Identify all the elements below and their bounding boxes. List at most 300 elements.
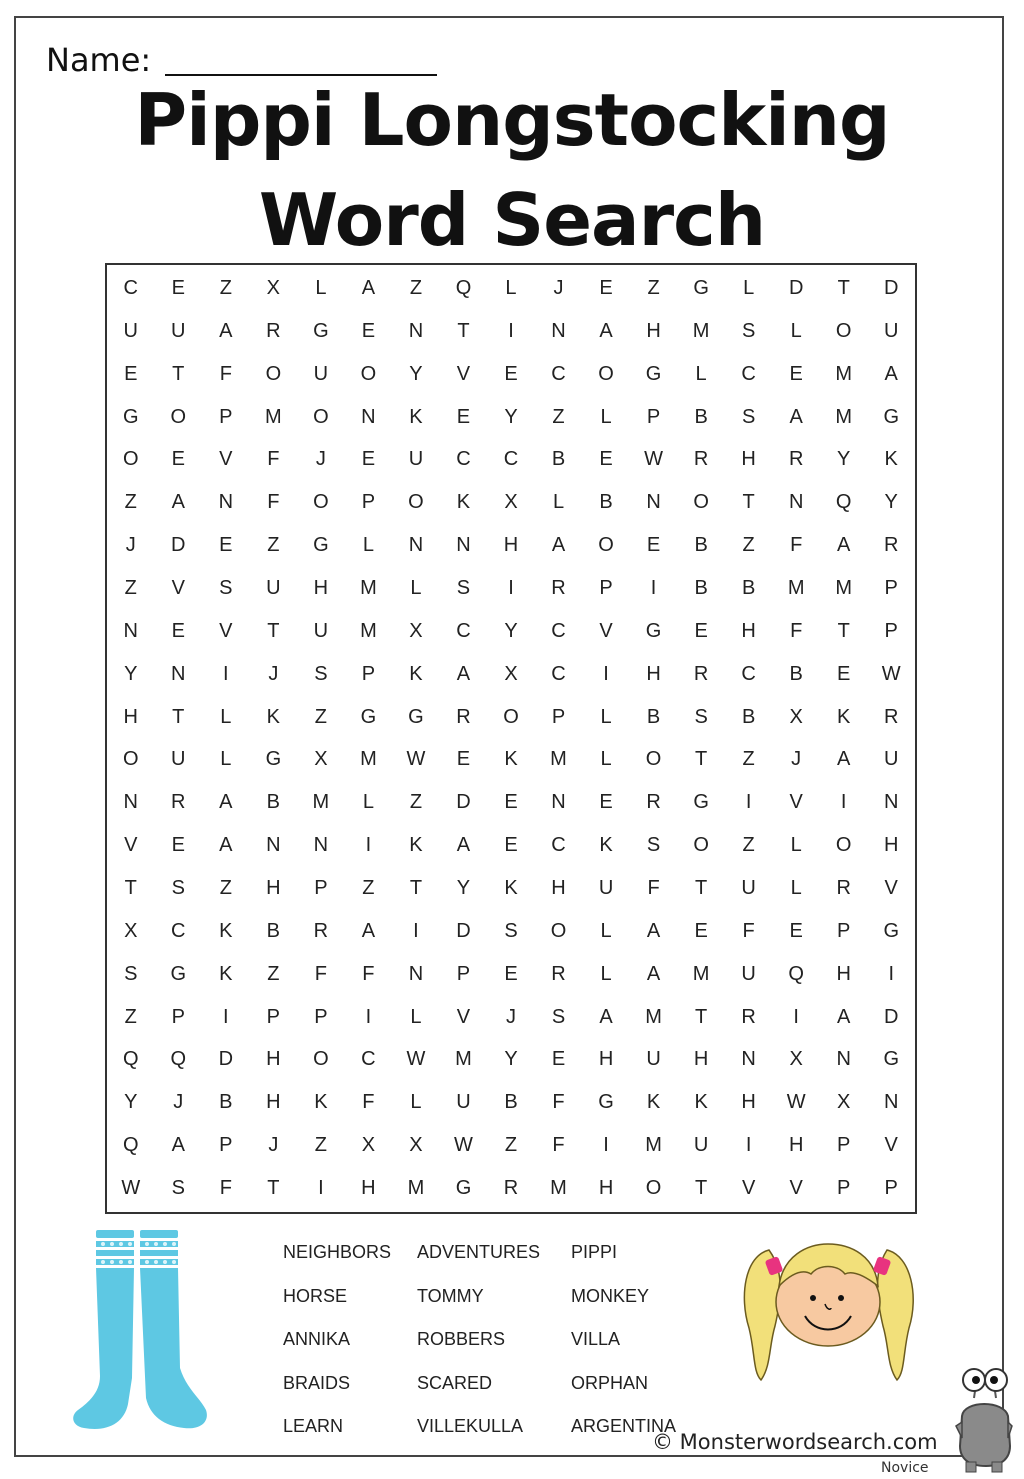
grid-letter[interactable]: C <box>551 834 566 857</box>
grid-letter[interactable]: M <box>645 1005 662 1028</box>
grid-letter[interactable]: E <box>789 919 803 942</box>
grid-letter[interactable]: G <box>170 962 187 985</box>
grid-letter[interactable]: O <box>170 405 187 428</box>
grid-letter[interactable]: H <box>503 534 519 557</box>
grid-letter[interactable]: F <box>742 919 755 942</box>
grid-letter[interactable]: A <box>219 791 233 814</box>
grid-letter[interactable]: J <box>505 1005 516 1028</box>
grid-letter[interactable]: D <box>218 1048 234 1071</box>
grid-letter[interactable]: Z <box>409 276 423 299</box>
grid-letter[interactable]: X <box>124 919 138 942</box>
grid-letter[interactable]: Z <box>124 1005 137 1028</box>
grid-letter[interactable]: C <box>503 448 519 471</box>
grid-letter[interactable]: H <box>741 448 756 471</box>
grid-letter[interactable]: H <box>788 1134 804 1157</box>
grid-letter[interactable]: Y <box>456 877 471 900</box>
grid-letter[interactable]: K <box>219 962 233 985</box>
grid-letter[interactable]: Y <box>504 619 518 642</box>
grid-letter[interactable]: A <box>171 1134 185 1157</box>
grid-letter[interactable]: B <box>599 491 613 514</box>
grid-letter[interactable]: O <box>313 1048 329 1071</box>
grid-letter[interactable]: I <box>508 319 514 342</box>
grid-letter[interactable]: G <box>122 405 139 428</box>
grid-letter[interactable]: P <box>646 405 661 428</box>
grid-letter[interactable]: E <box>456 748 471 771</box>
grid-letter[interactable]: L <box>410 1005 422 1028</box>
grid-letter[interactable]: N <box>218 491 234 514</box>
grid-letter[interactable]: H <box>598 1048 614 1071</box>
grid-letter[interactable]: U <box>266 576 281 599</box>
grid-letter[interactable]: E <box>789 362 803 385</box>
grid-letter[interactable]: E <box>504 362 518 385</box>
grid-letter[interactable]: T <box>172 362 185 385</box>
grid-letter[interactable]: C <box>551 619 566 642</box>
grid-letter[interactable]: N <box>741 1048 756 1071</box>
grid-letter[interactable]: T <box>457 319 470 342</box>
grid-letter[interactable]: O <box>313 405 329 428</box>
grid-letter[interactable]: C <box>551 362 566 385</box>
grid-letter[interactable]: S <box>171 1177 185 1200</box>
grid-letter[interactable]: Z <box>124 491 137 514</box>
grid-letter[interactable]: M <box>455 1048 472 1071</box>
grid-letter[interactable]: Z <box>409 791 423 814</box>
grid-letter[interactable]: H <box>266 1048 281 1071</box>
grid-letter[interactable]: Z <box>124 576 137 599</box>
grid-letter[interactable]: F <box>552 1134 565 1157</box>
grid-letter[interactable]: H <box>693 1048 709 1071</box>
grid-letter[interactable]: R <box>266 319 281 342</box>
grid-letter[interactable]: Q <box>835 491 852 514</box>
grid-letter[interactable]: Y <box>124 662 138 685</box>
grid-letter[interactable]: L <box>600 705 612 728</box>
grid-letter[interactable]: G <box>883 405 899 428</box>
grid-letter[interactable]: R <box>551 576 566 599</box>
grid-letter[interactable]: K <box>266 705 281 728</box>
grid-letter[interactable]: N <box>646 491 661 514</box>
grid-letter[interactable]: M <box>312 791 330 814</box>
grid-letter[interactable]: K <box>456 491 471 514</box>
grid-letter[interactable]: M <box>550 748 567 771</box>
grid-letter[interactable]: L <box>695 362 707 385</box>
grid-letter[interactable]: A <box>361 919 376 942</box>
grid-letter[interactable]: H <box>646 662 661 685</box>
grid-letter[interactable]: N <box>361 405 376 428</box>
grid-letter[interactable]: H <box>361 1177 376 1200</box>
grid-letter[interactable]: M <box>265 405 282 428</box>
grid-letter[interactable]: G <box>313 534 329 557</box>
grid-letter[interactable]: H <box>313 576 329 599</box>
grid-letter[interactable]: H <box>266 877 281 900</box>
grid-letter[interactable]: K <box>504 877 518 900</box>
grid-letter[interactable]: U <box>646 1048 661 1071</box>
grid-letter[interactable]: P <box>837 1177 851 1200</box>
grid-letter[interactable]: V <box>219 448 233 471</box>
grid-letter[interactable]: A <box>456 834 471 857</box>
grid-letter[interactable]: F <box>552 1091 565 1114</box>
grid-letter[interactable]: B <box>266 919 281 942</box>
grid-letter[interactable]: U <box>456 1091 471 1114</box>
grid-letter[interactable]: E <box>599 791 613 814</box>
grid-letter[interactable]: P <box>884 576 898 599</box>
grid-letter[interactable]: P <box>361 491 376 514</box>
grid-letter[interactable]: U <box>313 362 329 385</box>
grid-letter[interactable]: N <box>456 534 471 557</box>
grid-letter[interactable]: P <box>266 1005 281 1028</box>
grid-letter[interactable]: N <box>171 662 186 685</box>
grid-letter[interactable]: N <box>408 319 424 342</box>
grid-letter[interactable]: E <box>361 319 376 342</box>
grid-letter[interactable]: B <box>741 705 756 728</box>
grid-letter[interactable]: E <box>219 534 233 557</box>
grid-letter[interactable]: E <box>694 619 708 642</box>
grid-letter[interactable]: V <box>599 619 613 642</box>
grid-letter[interactable]: U <box>313 619 329 642</box>
grid-letter[interactable]: N <box>408 962 424 985</box>
grid-letter[interactable]: T <box>409 877 423 900</box>
grid-letter[interactable]: N <box>408 534 424 557</box>
grid-letter[interactable]: S <box>504 919 518 942</box>
grid-letter[interactable]: U <box>598 877 614 900</box>
grid-letter[interactable]: J <box>315 448 326 471</box>
grid-letter[interactable]: L <box>600 405 612 428</box>
grid-letter[interactable]: Z <box>267 534 280 557</box>
grid-letter[interactable]: Y <box>409 362 423 385</box>
grid-letter[interactable]: R <box>884 705 899 728</box>
grid-letter[interactable]: L <box>552 491 565 514</box>
grid-letter[interactable]: V <box>884 1134 898 1157</box>
grid-letter[interactable]: T <box>837 276 850 299</box>
grid-letter[interactable]: Z <box>742 834 755 857</box>
grid-letter[interactable]: N <box>123 791 138 814</box>
grid-letter[interactable]: A <box>171 491 185 514</box>
grid-letter[interactable]: R <box>313 919 329 942</box>
grid-letter[interactable]: X <box>266 276 281 299</box>
grid-letter[interactable]: Y <box>884 491 898 514</box>
grid-letter[interactable]: R <box>503 1177 519 1200</box>
grid-letter[interactable]: G <box>645 619 662 642</box>
grid-letter[interactable]: F <box>362 1091 375 1114</box>
grid-letter[interactable]: N <box>788 491 804 514</box>
grid-letter[interactable]: U <box>741 962 756 985</box>
grid-letter[interactable]: S <box>694 705 708 728</box>
grid-letter[interactable]: L <box>410 1091 422 1114</box>
grid-letter[interactable]: Q <box>455 276 472 299</box>
grid-letter[interactable]: S <box>171 877 185 900</box>
grid-letter[interactable]: I <box>793 1005 799 1028</box>
grid-letter[interactable]: M <box>835 362 853 385</box>
grid-letter[interactable]: Q <box>122 1134 139 1157</box>
grid-letter[interactable]: D <box>884 1005 899 1028</box>
grid-letter[interactable]: M <box>787 576 805 599</box>
grid-letter[interactable]: P <box>551 705 566 728</box>
grid-letter[interactable]: V <box>124 834 138 857</box>
grid-letter[interactable]: X <box>504 491 518 514</box>
grid-letter[interactable]: N <box>884 1091 899 1114</box>
grid-letter[interactable]: M <box>407 1177 425 1200</box>
grid-letter[interactable]: E <box>171 276 185 299</box>
grid-letter[interactable]: G <box>408 705 424 728</box>
grid-letter[interactable]: S <box>551 1005 566 1028</box>
grid-letter[interactable]: K <box>409 662 423 685</box>
grid-letter[interactable]: I <box>745 791 752 814</box>
grid-letter[interactable]: O <box>693 834 709 857</box>
grid-letter[interactable]: O <box>835 834 852 857</box>
grid-letter[interactable]: S <box>314 662 328 685</box>
grid-letter[interactable]: I <box>888 962 894 985</box>
grid-letter[interactable]: T <box>695 877 708 900</box>
grid-letter[interactable]: N <box>836 1048 851 1071</box>
grid-letter[interactable]: P <box>837 1134 851 1157</box>
grid-letter[interactable]: P <box>361 662 376 685</box>
grid-letter[interactable]: A <box>646 919 661 942</box>
grid-letter[interactable]: Y <box>504 405 518 428</box>
grid-letter[interactable]: X <box>789 1048 803 1071</box>
grid-letter[interactable]: E <box>504 962 518 985</box>
grid-letter[interactable]: K <box>837 705 851 728</box>
grid-letter[interactable]: R <box>693 662 709 685</box>
grid-letter[interactable]: H <box>884 834 899 857</box>
grid-letter[interactable]: I <box>603 1134 609 1157</box>
grid-letter[interactable]: W <box>786 1091 806 1114</box>
grid-letter[interactable]: R <box>456 705 471 728</box>
grid-letter[interactable]: T <box>124 877 137 900</box>
grid-letter[interactable]: L <box>743 276 755 299</box>
grid-letter[interactable]: R <box>788 448 804 471</box>
grid-letter[interactable]: I <box>365 1005 372 1028</box>
grid-letter[interactable]: S <box>219 576 233 599</box>
grid-letter[interactable]: N <box>313 834 329 857</box>
grid-letter[interactable]: D <box>456 919 471 942</box>
grid-letter[interactable]: Z <box>742 534 755 557</box>
grid-letter[interactable]: S <box>741 319 756 342</box>
grid-letter[interactable]: O <box>503 705 519 728</box>
grid-letter[interactable]: X <box>361 1134 376 1157</box>
grid-letter[interactable]: V <box>884 877 898 900</box>
grid-letter[interactable]: O <box>550 919 567 942</box>
grid-letter[interactable]: X <box>409 1134 423 1157</box>
grid-letter[interactable]: I <box>650 576 657 599</box>
grid-letter[interactable]: U <box>171 748 186 771</box>
grid-letter[interactable]: R <box>551 962 566 985</box>
grid-letter[interactable]: O <box>122 748 139 771</box>
grid-letter[interactable]: X <box>314 748 328 771</box>
grid-letter[interactable]: U <box>884 319 899 342</box>
grid-letter[interactable]: N <box>551 319 566 342</box>
grid-letter[interactable]: A <box>219 834 233 857</box>
grid-letter[interactable]: G <box>693 791 709 814</box>
grid-letter[interactable]: A <box>456 662 471 685</box>
grid-letter[interactable]: Z <box>219 877 232 900</box>
grid-letter[interactable]: F <box>790 619 803 642</box>
grid-letter[interactable]: B <box>219 1091 233 1114</box>
grid-letter[interactable]: O <box>693 491 709 514</box>
grid-letter[interactable]: X <box>504 662 518 685</box>
grid-letter[interactable]: B <box>646 705 661 728</box>
grid-letter[interactable]: L <box>315 276 327 299</box>
grid-letter[interactable]: H <box>598 1177 614 1200</box>
grid-letter[interactable]: K <box>409 405 423 428</box>
grid-letter[interactable]: Z <box>742 748 755 771</box>
grid-letter[interactable]: U <box>741 877 756 900</box>
grid-letter[interactable]: Z <box>219 276 232 299</box>
grid-letter[interactable]: P <box>884 1177 898 1200</box>
grid-letter[interactable]: L <box>790 834 802 857</box>
grid-letter[interactable]: E <box>124 362 138 385</box>
grid-letter[interactable]: K <box>504 748 518 771</box>
grid-letter[interactable]: I <box>508 576 514 599</box>
grid-letter[interactable]: P <box>314 877 328 900</box>
grid-letter[interactable]: T <box>172 705 185 728</box>
grid-letter[interactable]: L <box>790 319 802 342</box>
grid-letter[interactable]: Z <box>362 877 375 900</box>
grid-letter[interactable]: C <box>171 919 186 942</box>
grid-letter[interactable]: Z <box>314 1134 327 1157</box>
grid-letter[interactable]: C <box>456 448 471 471</box>
grid-letter[interactable]: T <box>695 1177 708 1200</box>
grid-letter[interactable]: K <box>314 1091 328 1114</box>
grid-letter[interactable]: A <box>551 534 566 557</box>
grid-letter[interactable]: N <box>123 619 138 642</box>
grid-letter[interactable]: U <box>171 319 186 342</box>
grid-letter[interactable]: F <box>219 1177 232 1200</box>
grid-letter[interactable]: V <box>741 1177 756 1200</box>
grid-letter[interactable]: C <box>551 662 566 685</box>
grid-letter[interactable]: X <box>837 1091 851 1114</box>
grid-letter[interactable]: P <box>219 405 233 428</box>
grid-letter[interactable]: Y <box>124 1091 138 1114</box>
grid-letter[interactable]: H <box>266 1091 281 1114</box>
grid-letter[interactable]: T <box>695 1005 708 1028</box>
grid-letter[interactable]: C <box>361 1048 376 1071</box>
grid-letter[interactable]: H <box>646 319 661 342</box>
grid-letter[interactable]: W <box>406 1048 426 1071</box>
grid-letter[interactable]: M <box>835 405 853 428</box>
grid-letter[interactable]: D <box>171 534 186 557</box>
grid-letter[interactable]: I <box>223 662 229 685</box>
grid-letter[interactable]: B <box>504 1091 518 1114</box>
grid-letter[interactable]: F <box>219 362 232 385</box>
grid-letter[interactable]: P <box>884 619 898 642</box>
grid-letter[interactable]: B <box>266 791 281 814</box>
grid-letter[interactable]: O <box>408 491 424 514</box>
grid-letter[interactable]: Y <box>504 1048 518 1071</box>
grid-letter[interactable]: Z <box>647 276 660 299</box>
grid-letter[interactable]: W <box>121 1177 141 1200</box>
grid-letter[interactable]: A <box>219 319 233 342</box>
grid-letter[interactable]: R <box>884 534 899 557</box>
grid-letter[interactable]: L <box>600 962 612 985</box>
grid-letter[interactable]: R <box>646 791 661 814</box>
grid-letter[interactable]: F <box>267 491 280 514</box>
grid-letter[interactable]: J <box>173 1091 184 1114</box>
grid-letter[interactable]: X <box>789 705 803 728</box>
grid-letter[interactable]: M <box>692 319 710 342</box>
grid-letter[interactable]: M <box>360 576 377 599</box>
grid-letter[interactable]: F <box>790 534 803 557</box>
grid-letter[interactable]: P <box>599 576 613 599</box>
grid-letter[interactable]: E <box>646 534 661 557</box>
grid-letter[interactable]: Z <box>552 405 565 428</box>
grid-letter[interactable]: B <box>694 534 708 557</box>
grid-letter[interactable]: V <box>171 576 185 599</box>
grid-letter[interactable]: E <box>551 1048 566 1071</box>
grid-letter[interactable]: S <box>124 962 138 985</box>
grid-letter[interactable]: A <box>646 962 661 985</box>
grid-letter[interactable]: F <box>362 962 375 985</box>
grid-letter[interactable]: J <box>268 1134 279 1157</box>
grid-letter[interactable]: G <box>598 1091 614 1114</box>
grid-letter[interactable]: E <box>456 405 471 428</box>
grid-letter[interactable]: O <box>360 362 377 385</box>
grid-letter[interactable]: R <box>741 1005 756 1028</box>
grid-letter[interactable]: H <box>836 962 851 985</box>
grid-letter[interactable]: K <box>599 834 613 857</box>
grid-letter[interactable]: O <box>122 448 139 471</box>
grid-letter[interactable]: J <box>553 276 564 299</box>
grid-letter[interactable]: U <box>884 748 899 771</box>
grid-letter[interactable]: P <box>219 1134 233 1157</box>
grid-letter[interactable]: T <box>837 619 850 642</box>
grid-letter[interactable]: A <box>361 276 376 299</box>
grid-letter[interactable]: R <box>693 448 709 471</box>
grid-letter[interactable]: B <box>694 576 708 599</box>
grid-letter[interactable]: B <box>551 448 566 471</box>
grid-letter[interactable]: T <box>695 748 708 771</box>
grid-letter[interactable]: K <box>884 448 898 471</box>
grid-letter[interactable]: S <box>741 405 756 428</box>
grid-letter[interactable]: R <box>171 791 186 814</box>
grid-letter[interactable]: O <box>598 534 614 557</box>
grid-letter[interactable]: T <box>267 619 280 642</box>
grid-letter[interactable]: U <box>408 448 424 471</box>
grid-letter[interactable]: G <box>883 919 899 942</box>
grid-letter[interactable]: B <box>789 662 803 685</box>
grid-letter[interactable]: L <box>362 534 374 557</box>
grid-letter[interactable]: T <box>742 491 755 514</box>
grid-letter[interactable]: E <box>599 448 613 471</box>
grid-letter[interactable]: N <box>551 791 566 814</box>
grid-letter[interactable]: A <box>599 1005 613 1028</box>
grid-letter[interactable]: F <box>314 962 327 985</box>
grid-letter[interactable]: O <box>645 748 662 771</box>
grid-letter[interactable]: F <box>647 877 660 900</box>
grid-letter[interactable]: Q <box>170 1048 187 1071</box>
grid-letter[interactable]: I <box>318 1177 324 1200</box>
grid-letter[interactable]: L <box>790 877 802 900</box>
grid-letter[interactable]: Q <box>122 1048 139 1071</box>
grid-letter[interactable]: D <box>788 276 804 299</box>
grid-letter[interactable]: U <box>123 319 138 342</box>
grid-letter[interactable]: P <box>837 919 851 942</box>
grid-letter[interactable]: W <box>454 1134 473 1157</box>
grid-letter[interactable]: Z <box>504 1134 518 1157</box>
grid-letter[interactable]: H <box>741 619 756 642</box>
grid-letter[interactable]: I <box>745 1134 752 1157</box>
grid-letter[interactable]: C <box>741 362 756 385</box>
grid-letter[interactable]: W <box>406 748 426 771</box>
grid-letter[interactable]: M <box>835 576 853 599</box>
grid-letter[interactable]: W <box>881 662 901 685</box>
grid-letter[interactable]: N <box>266 834 281 857</box>
grid-letter[interactable]: A <box>884 362 898 385</box>
grid-letter[interactable]: C <box>741 662 756 685</box>
grid-letter[interactable]: E <box>171 834 185 857</box>
grid-letter[interactable]: I <box>603 662 609 685</box>
grid-letter[interactable]: I <box>223 1005 229 1028</box>
grid-letter[interactable]: G <box>265 748 282 771</box>
grid-letter[interactable]: V <box>789 1177 803 1200</box>
grid-letter[interactable]: B <box>741 576 756 599</box>
